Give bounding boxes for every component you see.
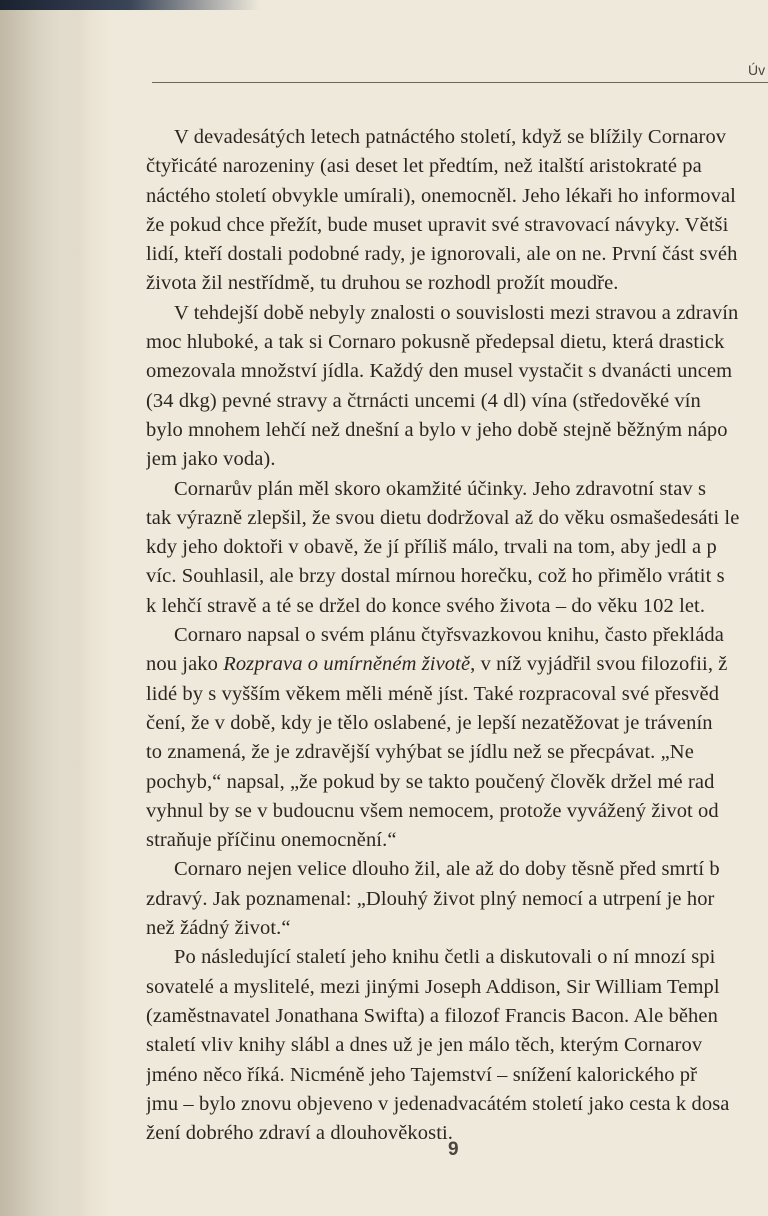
text-line: staletí vliv knihy slábl a dnes už je jen málo těch, kterým Cornarov [146,1034,703,1057]
text-line: života žil nestřídmě, tu druhou se rozhodl prožít moudře. [146,272,619,295]
text-line: k lehčí stravě a té se držel do konce svého života – do věku 102 let. [146,594,706,617]
text-line: V tehdejší době nebyly znalosti o souvislosti mezi stravou a zdravín [174,301,739,324]
body-text [146,123,768,1148]
text-line: to znamená, že je zdravější vyhýbat se jídlu než se přecpávat. „Ne [146,741,694,764]
text-line: lidí, kteří dostali podobné rady, je ignorovali, ale on ne. První část svéh [146,243,738,266]
text-line: Cornarův plán měl skoro okamžité účinky. Jeho zdravotní stav s [174,477,707,500]
text-line: (34 dkg) pevné stravy a čtrnácti uncemi (4 dl) vína (středověké vín [146,389,701,412]
text-line: kdy jeho doktoři v obavě, že jí příliš málo, trvali na tom, aby jedl a p [146,536,717,559]
text-line: jem jako voda). [146,448,276,471]
text-line-segment: nou jako [146,653,224,676]
text-line: že pokud chce přežít, bude muset upravit své stravovací návyky. Větši [146,213,729,236]
text-line: lidé by s vyšším věkem měli méně jíst. Také rozpracoval své přesvěd [146,682,720,705]
text-line: V devadesátých letech patnáctého století, když se blížily Cornarov [174,126,727,148]
text-line: vyhnul by se v budoucnu všem nemocem, protože vyvážený život od [146,799,719,822]
running-head: Úv [748,62,766,78]
text-line: (zaměstnavatel Jonathana Swifta) a filozof Francis Bacon. Ale běhen [146,1004,718,1027]
text-line-segment: , v níž vyjádřil svou filozofii, ž [470,653,728,676]
text-line: sovatelé a myslitelé, mezi jinými Joseph Addison, Sir William Templ [146,975,720,998]
text-line: žení dobrého zdraví a dlouhověkosti. [146,1122,454,1145]
header-rule [152,82,768,83]
text-line: zdravý. Jak poznamenal: „Dlouhý život plný nemocí a utrpení je hor [146,887,715,910]
text-line: než žádný život.“ [146,917,291,940]
text-line: náctého století obvykle umírali), onemocněl. Jeho lékaři ho informoval [146,184,736,207]
page-number: 9 [448,1139,459,1160]
text-line: tak výrazně zlepšil, že svou dietu dodržoval až do věku osmašedesáti le [146,506,740,529]
text-line [146,650,768,679]
text-line: Po následující staletí jeho knihu četli a diskutovali o ní mnozí spi [174,946,716,969]
text-line: jméno něco říká. Nicméně jeho Tajemství – snížení kalorického př [146,1063,698,1086]
text-line: čení, že v době, kdy je tělo oslabené, je lepší nezatěžovat je trávenín [146,711,713,734]
text-line: moc hluboké, a tak si Cornaro pokusně předepsal dietu, která drastick [146,331,725,354]
text-line: Cornaro napsal o svém plánu čtyřsvazkovou knihu, často překláda [174,624,724,647]
text-line: víc. Souhlasil, ale brzy dostal mírnou horečku, což ho přimělo vrátit s [146,565,725,588]
text-line: omezovala množství jídla. Každý den musel vystačit s dvanácti uncem [146,360,733,383]
book-gutter-shadow [0,0,90,1216]
text-line: bylo mnohem lehčí než dnešní a bylo v jeho době stejně běžným nápo [146,418,728,441]
book-title-italic: Rozprava o umírněném životě [223,653,471,676]
text-line: Cornaro nejen velice dlouho žil, ale až do doby těsně před smrtí b [174,858,720,881]
text-line: straňuje příčinu onemocnění.“ [146,829,397,852]
text-line: pochyb,“ napsal, „že pokud by se takto poučený člověk držel mé rad [146,770,715,793]
cover-edge [0,0,260,10]
text-line: jmu – bylo znovu objeveno v jedenadvacátém století jako cesta k dosa [146,1092,730,1115]
text-line: čtyřicáté narozeniny (asi deset let předtím, než italští aristokraté pa [146,155,702,178]
